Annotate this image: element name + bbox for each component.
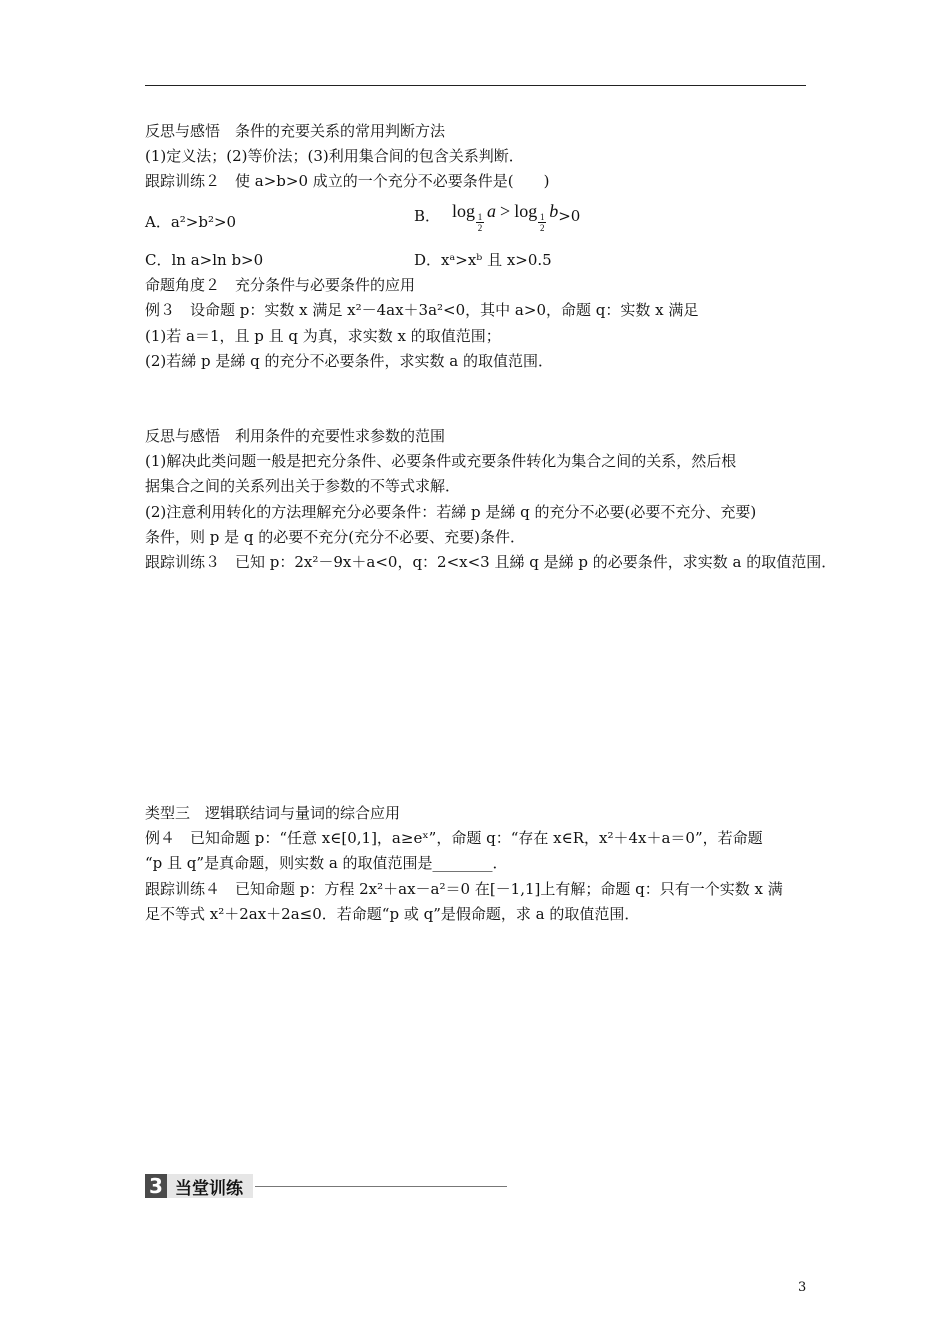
line-reflect1-methods: (1)定义法；(2)等价法；(3)利用集合间的包含关系判断． bbox=[145, 147, 524, 165]
line-reflect2-p2b: 条件，则 p 是 q 的必要不充分(充分不必要、充要)条件． bbox=[145, 528, 525, 546]
frac-num-1: 1 bbox=[477, 212, 483, 222]
track2-optD: D．xᵃ>xᵇ 且 x>0.5 bbox=[414, 251, 552, 269]
line-track3: 跟踪训练３ 已知 p：2x²－9x＋a<0，q：2<x<3 且綈 q 是綈 p 的必要条件，求实数 a 的取值范围． bbox=[145, 553, 837, 571]
var-b: b bbox=[549, 201, 559, 221]
page-number: 3 bbox=[798, 1280, 807, 1295]
gt-sign: > bbox=[500, 201, 511, 221]
frac-den-1: 2 bbox=[477, 223, 483, 233]
track2-optB bbox=[414, 198, 580, 233]
line-track2-optA: A．a²>b²>0 bbox=[145, 213, 237, 231]
frac-den-2: 2 bbox=[539, 223, 545, 233]
log-base-2 bbox=[538, 212, 546, 233]
line-track4-b: 足不等式 x²＋2ax＋2a≤0．若命题“p 或 q”是假命题，求 a 的取值范围． bbox=[145, 905, 640, 923]
line-ex4-b: “p 且 q”是真命题，则实数 a 的取值范围是________． bbox=[145, 854, 508, 872]
section-rule bbox=[255, 1186, 507, 1187]
line-ex4-a: 例４ 已知命题 p：“任意 x∈[0,1]，a≥eˣ”，命题 q：“存在 x∈R，x²＋4x＋a＝0”，若命题 bbox=[145, 829, 763, 847]
line-reflect2-title: 反思与感悟 利用条件的充要性求参数的范围 bbox=[145, 427, 446, 445]
line-ex3-part2: (2)若綈 p 是綈 q 的充分不必要条件，求实数 a 的取值范围． bbox=[145, 352, 554, 370]
frac-num-2: 1 bbox=[539, 212, 545, 222]
log-base-1 bbox=[476, 212, 484, 233]
log-expression bbox=[452, 198, 558, 233]
section-number: 3 bbox=[145, 1174, 167, 1198]
line-track2-optC: C．ln a>ln b>0 bbox=[145, 251, 264, 269]
line-ex3-stem: 例３ 设命题 p：实数 x 满足 x²－4ax＋3a²<0，其中 a>0，命题 q：实数 x 满足 bbox=[145, 301, 699, 319]
line-angle2-title: 命题角度２ 充分条件与必要条件的应用 bbox=[145, 276, 416, 294]
line-track2-question: 跟踪训练２ 使 a>b>0 成立的一个充分不必要条件是( ) bbox=[145, 172, 550, 190]
line-reflect2-p1b: 据集合之间的关系列出关于参数的不等式求解． bbox=[145, 477, 461, 495]
line-reflect2-p1a: (1)解决此类问题一般是把充分条件、必要条件或充要条件转化为集合之间的关系，然后根 bbox=[145, 452, 737, 470]
log-2: log bbox=[514, 201, 538, 221]
line-reflect2-p2a: (2)注意利用转化的方法理解充分必要条件：若綈 p 是綈 q 的充分不必要(必要不充分、充要) bbox=[145, 503, 757, 521]
log-1: log bbox=[452, 201, 476, 221]
line-type3-title: 类型三 逻辑联结词与量词的综合应用 bbox=[145, 804, 401, 822]
optB-label: B． bbox=[414, 207, 441, 225]
line-reflect1-title: 反思与感悟 条件的充要关系的常用判断方法 bbox=[145, 122, 446, 140]
line-ex3-part1: (1)若 a＝1，且 p 且 q 为真，求实数 x 的取值范围； bbox=[145, 327, 501, 345]
line-track4-a: 跟踪训练４ 已知命题 p：方程 2x²＋ax－a²＝0 在[－1,1]上有解；命题 q：只有一个实数 x 满 bbox=[145, 880, 783, 898]
section-header bbox=[145, 1174, 507, 1198]
header-rule bbox=[145, 85, 806, 86]
var-a: a bbox=[487, 201, 497, 221]
section-title: 当堂训练 bbox=[167, 1174, 253, 1198]
optB-tail: >0 bbox=[558, 206, 581, 225]
